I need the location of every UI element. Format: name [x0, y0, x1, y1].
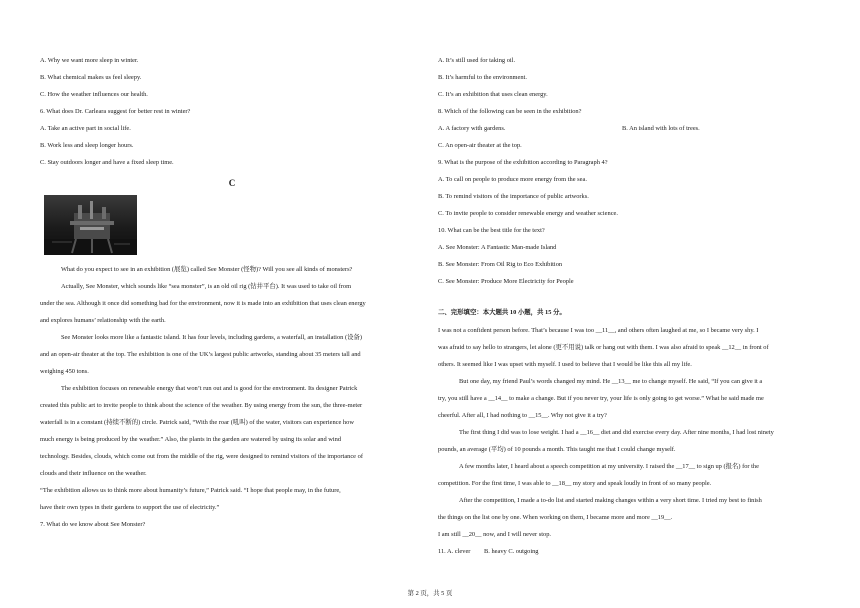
cloze-line-5: try, you still have a __14__ to make a change. But if you never try, your life is only going to get worse.” What he said made me — [438, 395, 764, 402]
passage-line-11: much energy is being produced by the weather.” Also, the plants in the garden are watered by using its solar and wind — [40, 436, 342, 443]
q9-option-b: B. To remind visitors of the importance of public artworks. — [438, 193, 589, 200]
q8-option-a: A. A factory with gardens. — [438, 125, 506, 132]
passage-line-9: created this public art to invite people to think about the science of the weather. By using energy from the sun, the three-meter — [40, 402, 363, 409]
passage-line-7: weighing 450 tons. — [40, 368, 89, 375]
q9-option-a: A. To call on people to produce more energy from the sea. — [438, 176, 587, 183]
cloze-line-10: competition. For the first time, I was able to __18__ my story and speak loudly in front of so many people. — [438, 480, 712, 487]
q9-option-c: C. To invite people to consider renewable energy and weather science. — [438, 210, 618, 217]
q10-option-a: A. See Monster: A Fantastic Man-made Island — [438, 244, 557, 251]
cloze-line-1: I was not a confident person before. That’s because I was too __11__, and others often laughed at me, so I became very shy. I — [438, 327, 759, 334]
q7-option-b: B. It’s harmful to the environment. — [438, 74, 527, 81]
q11-option-bc: B. heavy C. outgoing — [484, 548, 539, 555]
q8-stem: 8. Which of the following can be seen in the exhibition? — [438, 108, 582, 115]
cloze-line-11: After the competition, I made a to-do list and started making changes within a very short time. I tried my best to finish — [459, 497, 762, 504]
passage-line-2: Actually, See Monster, which sounds like “sea monster”, is an old oil rig (钻井平台). It was used to take oil from — [61, 283, 352, 290]
q10-option-c: C. See Monster: Produce More Electricity for People — [438, 278, 574, 285]
cloze-line-9: A few months later, I heard about a speech competition at my university. I raised the __17__ to sign up (报名) for the — [459, 463, 759, 470]
oil-rig-photo — [44, 195, 137, 255]
passage-line-8: The exhibition focuses on renewable energy that won’t run out and is good for the environment. Its designer Patrick — [61, 385, 358, 392]
page-footer: 第 2 页，共 5 页 — [407, 590, 453, 597]
q6-option-a: A. Take an active part in social life. — [40, 125, 131, 132]
q7-stem: 7. What do we know about See Monster? — [40, 521, 146, 528]
q11-options — [438, 548, 539, 556]
cloze-line-6: cheerful. After all, I had nothing to __15__. Why not give it a try? — [438, 412, 607, 419]
passage-line-6: and an open-air theater at the top. The exhibition is one of the UK’s largest public artworks, standing about 35 meters tall and — [40, 351, 361, 358]
q10-stem: 10. What can be the best title for the text? — [438, 227, 545, 234]
q8-option-b: B. An island with lots of trees. — [622, 125, 700, 132]
passage-line-12: technology. Besides, clouds, which come out from the middle of the rig, were designed to remind visitors of the importance of — [40, 453, 363, 460]
cloze-line-13: I am still __20__ now, and I will never stop. — [438, 531, 552, 538]
passage-line-1: What do you expect to see in an exhibition (展览) called See Monster (怪物)? Will you see all kinds of monsters? — [61, 266, 353, 273]
cloze-line-4: But one day, my friend Paul’s words changed my mind. He __13__ me to change myself. He said, “If you can give it a — [459, 378, 763, 385]
cloze-line-8: pounds, an average (平均) of 10 pounds a month. This taught me that I could change myself. — [438, 446, 676, 453]
q5-option-b: B. What chemical makes us feel sleepy. — [40, 74, 142, 81]
passage-line-4: and explores humans’ relationship with the earth. — [40, 317, 166, 324]
cloze-line-7: The first thing I did was to lose weight. I had a __16__ diet and did exercise every day. After nine months, I had lost ninety — [459, 429, 774, 436]
passage-line-14: “The exhibition allows us to think more about humanity’s future,” Patrick said. “I hope that people may, in the future, — [40, 487, 341, 494]
cloze-line-12: the things on the list one by one. When working on them, I became more and more __19__. — [438, 514, 673, 521]
q5-option-a: A. Why we want more sleep in winter. — [40, 57, 139, 64]
cloze-line-3: others. It seemed like I was upset with myself. I used to believe that I would be like this all my life. — [438, 361, 692, 368]
cloze-section-heading: 二、完形填空：本大题共 10 小题，共 15 分。 — [438, 309, 566, 316]
oil-rig-illustration-icon — [44, 195, 137, 255]
q5-option-c: C. How the weather influences our health. — [40, 91, 148, 98]
section-c-heading: C — [228, 178, 236, 188]
passage-line-10: waterfall is in a constant (持续不断的) circle. Patrick said, “With the roar (吼叫) of the water, visitors can experience how — [40, 419, 354, 426]
q8-option-c: C. An open-air theater at the top. — [438, 142, 522, 149]
q9-stem: 9. What is the purpose of the exhibition according to Paragraph 4? — [438, 159, 608, 166]
q11-option-a: 11. A. clever — [438, 548, 471, 555]
passage-line-15: have their own types in their gardens to support the use of electricity.” — [40, 504, 220, 511]
passage-line-5: See Monster looks more like a fantastic island. It has four levels, including gardens, a waterfall, an installation (设备) — [61, 334, 362, 341]
passage-line-3: under the sea. Although it once did something bad for the environment, now it is made into an exhibition that uses clean energy — [40, 300, 366, 307]
passage-line-13: clouds and their influence on the weather. — [40, 470, 147, 477]
q6-stem: 6. What does Dr. Carleara suggest for better rest in winter? — [40, 108, 191, 115]
q7-option-a: A. It’s still used for taking oil. — [438, 57, 516, 64]
q6-option-c: C. Stay outdoors longer and have a fixed sleep time. — [40, 159, 174, 166]
q10-option-b: B. See Monster: From Oil Rig to Eco Exhibition — [438, 261, 563, 268]
cloze-line-2: was afraid to say hello to strangers, let alone (更不用说) talk or hang out with them. I was also afraid to speak __12__ in front of — [438, 344, 769, 351]
q6-option-b: B. Work less and sleep longer hours. — [40, 142, 134, 149]
q7-option-c: C. It’s an exhibition that uses clean energy. — [438, 91, 548, 98]
